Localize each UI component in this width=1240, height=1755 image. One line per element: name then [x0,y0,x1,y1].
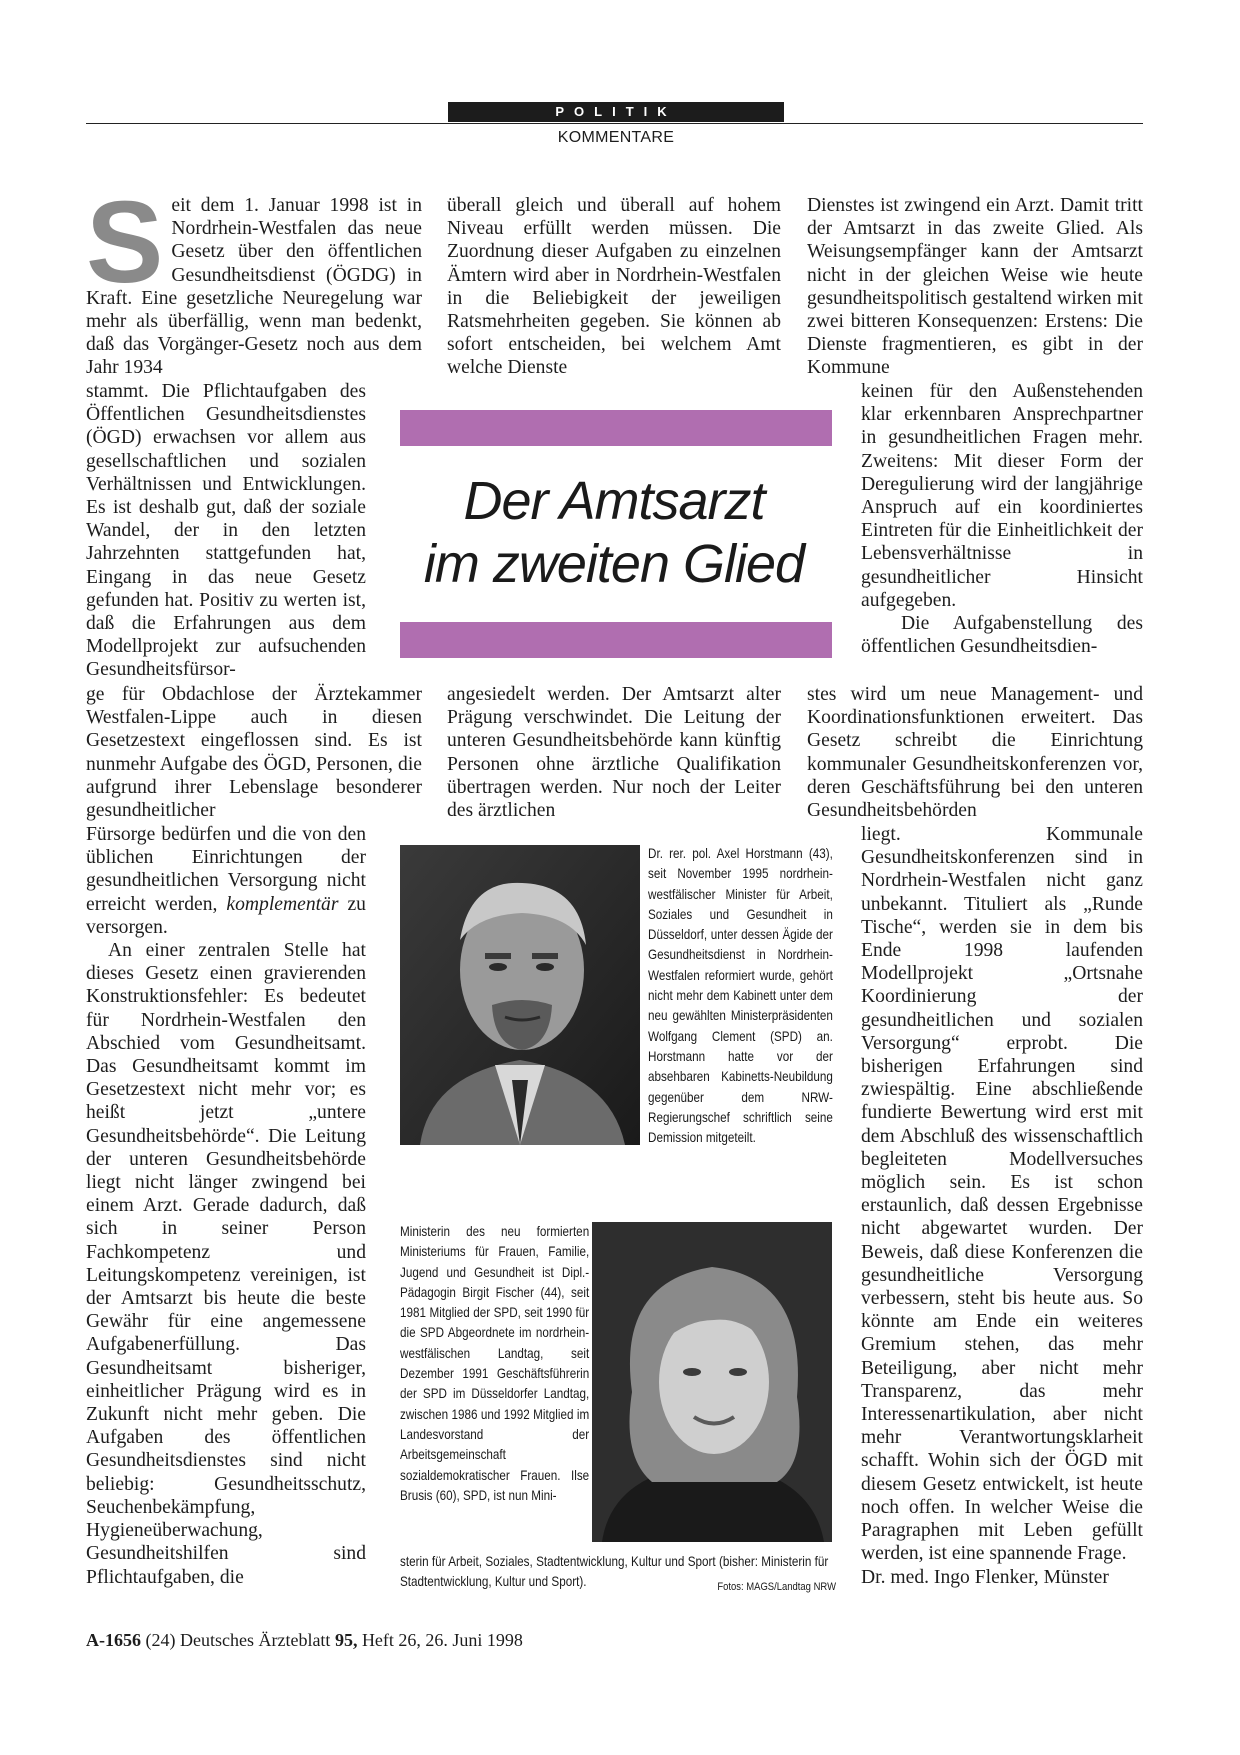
headline [398,470,830,596]
paragraph-1 [86,177,422,380]
text-run: zu versorgen. [86,893,366,938]
photo-fischer [592,1222,832,1542]
headline-line-2: im zweiten Glied [423,534,805,594]
headline-bar-top [400,410,832,446]
footer-volume: 95, [334,1630,358,1650]
page-number: A-1656 [86,1630,141,1650]
rubrik-label: KOMMENTARE [557,129,675,146]
paragraph-1-wrap: eit dem 1. Januar 1998 ist in Nordrhein-Westfalen das neue Gesetz über den öffentlichen Gesundheitsdienst (ÖGDG) [171,195,422,286]
column-1-narrow [86,380,366,682]
column-2-top [447,194,781,380]
column-1-full2 [86,683,422,822]
column-2-mid [447,683,781,822]
ressort-label: POLITIK [448,102,784,122]
portrait-man-image [400,845,640,1145]
footer-pre: (24) Deutsches Ärzteblatt [145,1630,335,1650]
footer-post: Heft 26, 26. Juni 1998 [357,1630,523,1650]
column-2-top-text: überall gleich und überall auf hohem Niveau erfüllt werden müssen. Die Zuordnung dieser Aufgaben zu einzelnen Ämtern wird aber in Nordrhein-Westfalen in die Beliebigkeit der jeweiligen Ratsmehrheiten gegeben. Sie können ab sofort entscheiden, bei welchem Amt welche Dienste [447,195,781,379]
caption-fischer-top: Ministerin des neu formierten Ministeriums für Frauen, Familie, Jugend und Gesundheit ist Dipl.-Pädagogin Birgit Fischer (44), seit 1981 Mitglied der SPD, seit 1990 für die SPD Abgeordnete im nordrhein-westfälischen Landtag, seit Dezember 1991 Geschäftsführerin der SPD im Düsseldorfer Landtag, zwischen 1986 und 1992 Mitglied im Landesvorstand der Arbeitsgemeinschaft sozialdemokratischer Frauen. Ilse Brusis (60), SPD, ist nun Mini- [400,1224,590,1503]
footer [86,1630,523,1651]
text-run: Fürsorge bedürfen und die von den üblichen Einrichtungen der gesundheitlichen Versorgung nicht erreicht werden, [86,824,366,915]
column-3-full-text: stes wird um neue Management- und Koordinationsfunktionen erweitert. Das Gesetz schreibt die Einrichtung kommunaler Gesundheitskonferenzen vor, deren Geschäftsführung bei den unteren Gesundheitsbehörden [807,684,1143,822]
headline-bar-bottom [400,622,832,658]
caption-horstmann: Dr. rer. pol. Axel Horstmann (43), seit November 1995 nordrhein-westfälischer Minister für Arbeit, Soziales und Gesundheit in Düsseldorf, unter dessen Ägide der Gesundheitsdienst in Nordrhein-Westfalen reformiert wurde, gehört nicht mehr dem Kabinett unter dem neu gewählten Ministerpräsidenten Wolfgang Clement (SPD) an. Horstmann hatte vor der absehbaren Kabinetts-Neubildung gegenüber dem NRW-Regierungschef schriftlich seine Demission mitgeteilt. [648,846,833,1146]
column-3-top-text: Dienstes ist zwingend ein Arzt. Damit tritt der Amtsarzt in das zweite Glied. Als Weisungsempfänger kann der Amtsarzt nicht in der gleichen Weise wie heute gesundheitspolitisch gestaltend wirken mit zwei bitteren Konsequenzen: Erstens: Die Dienste fragmentieren, es gibt in der Kommune [807,195,1143,379]
column-3-full [807,683,1143,822]
column-3-narrow1b-text: Die Aufgabenstellung des öffentlichen Gesundheitsdien- [861,613,1143,658]
author-signature: Dr. med. Ingo Flenker, Münster [861,1566,1109,1588]
column-3-narrow2-text: liegt. Kommunale Gesundheitskonferenzen sind in Nordrhein-Westfalen nicht ganz unbekannt. Tituliert als „Runde Tische“, werden sie in dem bis Ende 1998 laufenden Modellprojekt „Ortsnahe Koordinierung der gesundheitlichen und sozialen Versorgung“ erprobt. Die bisherigen Erfahrungen sind zwiespältig. Eine abschließende fundierte Bewertung wird erst mit dem Abschluß des wissenschaftlich begleiteten Modellversuches möglich sein. Es ist schon erstaunlich, daß dessen Ergebnisse nicht abgewartet wurden. Der Beweis, daß diese Konferenzen die gesundheitliche Versorgung verbessern, steht bis heute aus. So könnte am Ende ein weiteres Gremium stehen, das mehr Beteiligung, aber nicht mehr Transparenz, das mehr Interessenartikulation, aber nicht mehr Verantwortungsklarheit schafft. Wohin sich der ÖGD mit diesem Gesetz entwickelt, ist heute noch offen. In welcher Weise die Paragraphen mit Leben gefüllt werden, ist eine spannende Frage. [861,824,1143,1565]
headline-line-1: Der Amtsarzt [463,471,765,531]
photo-horstmann [400,845,640,1145]
portrait-woman-image [592,1222,832,1542]
column-1 [86,177,422,380]
column-1-narrow2 [86,823,366,1589]
paragraph-1-full: in Kraft. Eine gesetzliche Neuregelung war mehr als überfällig, wenn man bedenkt, daß das Vorgänger-Gesetz noch aus dem Jahr 1934 [86,264,422,379]
header-rule [86,123,1143,124]
caption-fischer-bottom-text: sterin für Arbeit, Soziales, Stadtentwicklung, Kultur und Sport (bisher: Ministerin für Stadtentwicklung, Kultur und Sport). [400,1554,829,1590]
paragraph-1-narrow: stammt. Die Pflichtaufgaben des Öffentlichen Gesundheitsdienstes (ÖGD) erwachsen vor allem aus gesellschaftlichen und sozialen Verhältnissen und Entwicklungen. Es ist deshalb gut, daß der soziale Wandel, der in den letzten Jahrzehnten stattgefunden hat, Eingang in das neue Gesetz gefunden hat. Positiv zu werten ist, daß die Erfahrungen aus dem Modellprojekt zur aufsuchenden Gesundheitsfürsor- [86,381,366,681]
footer-issue [146,1630,523,1650]
column-3-narrow1-text: keinen für den Außenstehenden klar erkennbaren Ansprechpartner in gesundheitlichen Fragen mehr. Zweitens: Mit dieser Form der Deregulierung wird der langjährige Anspruch auf ein koordiniertes Eintreten für die Einheitlichkeit der Lebensverhältnisse in gesundheitlicher Hinsicht aufgegeben. [861,381,1143,611]
photo-credit: Fotos: MAGS/Landtag NRW [717,1581,836,1593]
paragraph-2: An einer zentralen Stelle hat dieses Gesetz einen gravierenden Konstruktionsfehler: Es bedeutet für Nordrhein-Westfalen den Abschied vom Gesundheitsamt. Das Gesundheitsamt kommt im Gesetzestext nicht mehr vor; es heißt jetzt „untere Gesundheitsbehörde“. Die Leitung der unteren Gesundheitsbehörde liegt nicht länger zwingend bei einem Arzt. Gerade dadurch, daß sich in seiner Person Fachkompetenz und Leitungskompetenz vereinigen, ist der Amtsarzt bis heute die beste Gewähr für eine angemessene Aufgabenerfüllung. Das Gesundheitsamt bisheriger, einheitlicher Prägung wird es in Zukunft nicht mehr geben. Die Aufgaben des öffentlichen Gesundheitsdienstes sind nicht beliebig: Gesundheitsschutz, Seuchenbekämpfung, Hygieneüberwachung, Gesundheitshilfen sind Pflichtaufgaben, die [86,940,366,1588]
caption-fischer [400,1222,589,1506]
paragraph-1-full2: ge für Obdachlose der Ärztekammer Westfalen-Lippe auch in diesen Gesetzestext eingeflossen sind. Es ist nunmehr Aufgabe des ÖGD, Personen, die aufgrund ihrer Lebenslage besonderer gesundheitlicher [86,684,422,822]
column-3-top [807,194,1143,380]
column-2-mid-text: angesiedelt werden. Der Amtsarzt alter Prägung verschwindet. Die Leitung der unteren Gesundheitsbehörde kann künftig Personen ohne ärztliche Qualifikation übertragen werden. Nur noch der Leiter des ärztlichen [447,684,781,822]
column-3-narrow1 [861,380,1143,658]
paragraph-1-narrow2 [86,823,366,939]
dropcap: S [86,177,164,307]
emphasis: komplementär [226,893,339,915]
column-3-narrow2 [861,823,1143,1589]
